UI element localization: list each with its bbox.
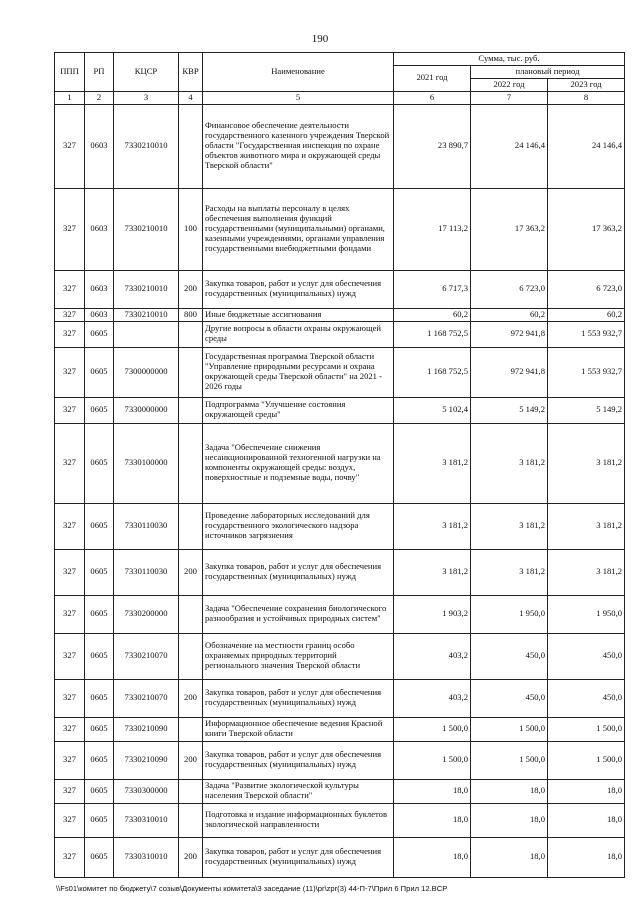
cell-kvr: 200 xyxy=(179,679,203,717)
cell-kcsr: 7330210010 xyxy=(114,270,179,308)
cell-sum-2023: 3 181,2 xyxy=(548,503,625,549)
column-index: 8 xyxy=(548,91,625,104)
cell-rp: 0605 xyxy=(85,837,114,877)
cell-kvr xyxy=(179,779,203,803)
cell-rp: 0605 xyxy=(85,397,114,423)
cell-name: Финансовое обеспечение деятельности государственного казенного учреждения Тверской области "Государственная инспекция по охране объектов животного мира и окружающей среды Тверской области" xyxy=(203,104,394,188)
cell-name: Другие вопросы в области охраны окружающей среды xyxy=(203,321,394,347)
table-row xyxy=(55,803,625,837)
cell-name: Закупка товаров, работ и услуг для обеспечения государственных (муниципальных) нужд xyxy=(203,549,394,595)
table-row xyxy=(55,837,625,877)
cell-sum-2021: 3 181,2 xyxy=(394,503,471,549)
cell-kvr xyxy=(179,717,203,741)
cell-name: Расходы на выплаты персоналу в целях обеспечения выполнения функций государственными (муниципальными) органами, казенными учреждениями, органами управления государственными внебюджетными фондами xyxy=(203,188,394,270)
cell-sum-2022: 18,0 xyxy=(471,803,548,837)
cell-sum-2022: 450,0 xyxy=(471,679,548,717)
cell-rp: 0605 xyxy=(85,321,114,347)
cell-ppp: 327 xyxy=(55,717,85,741)
header-year-2021: 2021 год xyxy=(394,65,471,91)
column-index: 6 xyxy=(394,91,471,104)
cell-kcsr: 7330000000 xyxy=(114,397,179,423)
cell-sum-2022: 18,0 xyxy=(471,837,548,877)
cell-kcsr: 7330210010 xyxy=(114,308,179,321)
table-row xyxy=(55,397,625,423)
cell-sum-2023: 450,0 xyxy=(548,633,625,679)
cell-sum-2023: 450,0 xyxy=(548,679,625,717)
column-index: 1 xyxy=(55,91,85,104)
cell-sum-2023: 3 181,2 xyxy=(548,423,625,503)
header-rp: РП xyxy=(85,53,114,92)
cell-ppp: 327 xyxy=(55,803,85,837)
table-body xyxy=(55,104,625,877)
cell-kcsr: 7330310010 xyxy=(114,803,179,837)
cell-ppp: 327 xyxy=(55,595,85,633)
cell-rp: 0605 xyxy=(85,347,114,397)
cell-sum-2021: 18,0 xyxy=(394,837,471,877)
cell-sum-2021: 403,2 xyxy=(394,633,471,679)
cell-kvr: 200 xyxy=(179,270,203,308)
header-ppp: ППП xyxy=(55,53,85,92)
column-index: 3 xyxy=(114,91,179,104)
cell-sum-2021: 403,2 xyxy=(394,679,471,717)
cell-sum-2022: 972 941,8 xyxy=(471,321,548,347)
header-planned-period: плановый период xyxy=(471,65,625,78)
cell-kvr xyxy=(179,633,203,679)
cell-kcsr: 7300000000 xyxy=(114,347,179,397)
cell-sum-2023: 1 553 932,7 xyxy=(548,347,625,397)
table-row xyxy=(55,741,625,779)
cell-kvr xyxy=(179,397,203,423)
cell-sum-2023: 5 149,2 xyxy=(548,397,625,423)
header-sum: Сумма, тыс. руб. xyxy=(394,53,625,66)
cell-rp: 0605 xyxy=(85,717,114,741)
cell-sum-2021: 1 903,2 xyxy=(394,595,471,633)
cell-ppp: 327 xyxy=(55,308,85,321)
cell-rp: 0605 xyxy=(85,423,114,503)
cell-name: Задача "Обеспечение снижения несанкционированной техногенной нагрузки на компоненты окружающей среды: воздух, поверхностные и подземные воды, почву" xyxy=(203,423,394,503)
cell-name: Задача "Развитие экологической культуры населения Тверской области" xyxy=(203,779,394,803)
cell-ppp: 327 xyxy=(55,741,85,779)
cell-ppp: 327 xyxy=(55,104,85,188)
cell-sum-2023: 6 723,0 xyxy=(548,270,625,308)
cell-sum-2021: 1 168 752,5 xyxy=(394,321,471,347)
cell-kvr: 100 xyxy=(179,188,203,270)
table-row xyxy=(55,321,625,347)
cell-sum-2023: 24 146,4 xyxy=(548,104,625,188)
cell-kvr xyxy=(179,321,203,347)
cell-rp: 0605 xyxy=(85,741,114,779)
cell-sum-2022: 450,0 xyxy=(471,633,548,679)
cell-rp: 0605 xyxy=(85,679,114,717)
cell-rp: 0603 xyxy=(85,188,114,270)
cell-kcsr xyxy=(114,321,179,347)
header-kcsr: КЦСР xyxy=(114,53,179,92)
table-row xyxy=(55,308,625,321)
cell-name: Иные бюджетные ассигнования xyxy=(203,308,394,321)
cell-name: Информационное обеспечение ведения Красной книги Тверской области xyxy=(203,717,394,741)
table-row xyxy=(55,503,625,549)
cell-sum-2022: 3 181,2 xyxy=(471,549,548,595)
cell-ppp: 327 xyxy=(55,270,85,308)
cell-sum-2023: 1 500,0 xyxy=(548,717,625,741)
cell-ppp: 327 xyxy=(55,397,85,423)
cell-rp: 0603 xyxy=(85,104,114,188)
cell-sum-2023: 17 363,2 xyxy=(548,188,625,270)
cell-kcsr: 7330110030 xyxy=(114,503,179,549)
cell-kvr: 200 xyxy=(179,549,203,595)
cell-ppp: 327 xyxy=(55,503,85,549)
table-row xyxy=(55,779,625,803)
cell-rp: 0605 xyxy=(85,595,114,633)
cell-name: Проведение лабораторных исследований для государственного экологического надзора источников загрязнения xyxy=(203,503,394,549)
cell-kcsr: 7330110030 xyxy=(114,549,179,595)
cell-kvr xyxy=(179,595,203,633)
cell-sum-2023: 18,0 xyxy=(548,803,625,837)
cell-sum-2022: 6 723,0 xyxy=(471,270,548,308)
cell-sum-2022: 5 149,2 xyxy=(471,397,548,423)
cell-sum-2021: 23 890,7 xyxy=(394,104,471,188)
cell-sum-2021: 1 500,0 xyxy=(394,741,471,779)
cell-ppp: 327 xyxy=(55,633,85,679)
cell-rp: 0605 xyxy=(85,779,114,803)
cell-sum-2021: 3 181,2 xyxy=(394,549,471,595)
cell-name: Закупка товаров, работ и услуг для обеспечения государственных (муниципальных) нужд xyxy=(203,837,394,877)
cell-kcsr: 7330210090 xyxy=(114,717,179,741)
cell-kvr: 800 xyxy=(179,308,203,321)
cell-sum-2022: 17 363,2 xyxy=(471,188,548,270)
cell-kcsr: 7330200000 xyxy=(114,595,179,633)
cell-rp: 0605 xyxy=(85,803,114,837)
cell-sum-2022: 18,0 xyxy=(471,779,548,803)
cell-sum-2023: 3 181,2 xyxy=(548,549,625,595)
cell-name: Обозначение на местности границ особо охраняемых природных территорий регионального значения Тверской области xyxy=(203,633,394,679)
cell-kcsr: 7330210010 xyxy=(114,104,179,188)
cell-name: Подготовка и издание информационных буклетов экологической направленности xyxy=(203,803,394,837)
cell-name: Закупка товаров, работ и услуг для обеспечения государственных (муниципальных) нужд xyxy=(203,741,394,779)
cell-name: Подпрограмма "Улучшение состояния окружающей среды" xyxy=(203,397,394,423)
cell-ppp: 327 xyxy=(55,423,85,503)
cell-rp: 0603 xyxy=(85,270,114,308)
table-row xyxy=(55,423,625,503)
cell-name: Закупка товаров, работ и услуг для обеспечения государственных (муниципальных) нужд xyxy=(203,270,394,308)
cell-sum-2021: 17 113,2 xyxy=(394,188,471,270)
cell-rp: 0605 xyxy=(85,549,114,595)
cell-sum-2021: 3 181,2 xyxy=(394,423,471,503)
cell-sum-2022: 3 181,2 xyxy=(471,423,548,503)
cell-kvr xyxy=(179,104,203,188)
cell-name: Задача "Обеспечение сохранения биологического разнообразия и устойчивых природных систем" xyxy=(203,595,394,633)
table-row xyxy=(55,270,625,308)
cell-ppp: 327 xyxy=(55,188,85,270)
header-year-2023: 2023 год xyxy=(548,78,625,91)
cell-name: Государственная программа Тверской области "Управление природными ресурсами и охрана окружающей среды Тверской области" на 2021 - 2026 годы xyxy=(203,347,394,397)
cell-sum-2022: 972 941,8 xyxy=(471,347,548,397)
cell-kvr xyxy=(179,347,203,397)
cell-rp: 0603 xyxy=(85,308,114,321)
cell-kcsr: 7330300000 xyxy=(114,779,179,803)
table-row xyxy=(55,104,625,188)
cell-sum-2021: 18,0 xyxy=(394,779,471,803)
cell-kcsr: 7330310010 xyxy=(114,837,179,877)
table-row xyxy=(55,595,625,633)
column-index: 2 xyxy=(85,91,114,104)
cell-kvr xyxy=(179,503,203,549)
column-index: 7 xyxy=(471,91,548,104)
cell-ppp: 327 xyxy=(55,679,85,717)
cell-sum-2023: 18,0 xyxy=(548,837,625,877)
cell-sum-2022: 3 181,2 xyxy=(471,503,548,549)
table-row xyxy=(55,549,625,595)
cell-kcsr: 7330100000 xyxy=(114,423,179,503)
cell-kvr xyxy=(179,423,203,503)
cell-rp: 0605 xyxy=(85,503,114,549)
cell-ppp: 327 xyxy=(55,837,85,877)
cell-sum-2023: 1 500,0 xyxy=(548,741,625,779)
cell-ppp: 327 xyxy=(55,321,85,347)
header-row xyxy=(55,53,625,66)
column-index: 4 xyxy=(179,91,203,104)
table-row xyxy=(55,633,625,679)
cell-sum-2023: 60,2 xyxy=(548,308,625,321)
cell-sum-2021: 60,2 xyxy=(394,308,471,321)
cell-sum-2022: 1 500,0 xyxy=(471,717,548,741)
cell-ppp: 327 xyxy=(55,779,85,803)
cell-sum-2021: 18,0 xyxy=(394,803,471,837)
cell-sum-2023: 1 950,0 xyxy=(548,595,625,633)
table-row xyxy=(55,347,625,397)
cell-kvr: 200 xyxy=(179,837,203,877)
cell-sum-2022: 60,2 xyxy=(471,308,548,321)
table-row xyxy=(55,188,625,270)
cell-name: Закупка товаров, работ и услуг для обеспечения государственных (муниципальных) нужд xyxy=(203,679,394,717)
cell-sum-2022: 1 500,0 xyxy=(471,741,548,779)
cell-sum-2023: 18,0 xyxy=(548,779,625,803)
cell-ppp: 327 xyxy=(55,549,85,595)
header-name: Наименование xyxy=(203,53,394,92)
cell-kcsr: 7330210070 xyxy=(114,679,179,717)
cell-kvr: 200 xyxy=(179,741,203,779)
header-kvr: КВР xyxy=(179,53,203,92)
table-row xyxy=(55,717,625,741)
cell-rp: 0605 xyxy=(85,633,114,679)
cell-kvr xyxy=(179,803,203,837)
header-year-2022: 2022 год xyxy=(471,78,548,91)
cell-kcsr: 7330210070 xyxy=(114,633,179,679)
column-index: 5 xyxy=(203,91,394,104)
footer-file-path: \\Fs01\комитет по бюджету\7 созыв\Документы комитета\3 заседание (11)\pr\zpr(3) 44-П-7\Прил 6 Прил 12.BCP xyxy=(56,884,448,893)
column-index-row xyxy=(55,91,625,104)
budget-table xyxy=(54,52,625,878)
cell-sum-2023: 1 553 932,7 xyxy=(548,321,625,347)
cell-sum-2021: 1 168 752,5 xyxy=(394,347,471,397)
table-row xyxy=(55,679,625,717)
cell-sum-2021: 5 102,4 xyxy=(394,397,471,423)
cell-sum-2022: 1 950,0 xyxy=(471,595,548,633)
page-number: 190 xyxy=(311,33,329,45)
cell-sum-2022: 24 146,4 xyxy=(471,104,548,188)
cell-sum-2021: 6 717,3 xyxy=(394,270,471,308)
cell-ppp: 327 xyxy=(55,347,85,397)
cell-sum-2021: 1 500,0 xyxy=(394,717,471,741)
cell-kcsr: 7330210090 xyxy=(114,741,179,779)
cell-kcsr: 7330210010 xyxy=(114,188,179,270)
